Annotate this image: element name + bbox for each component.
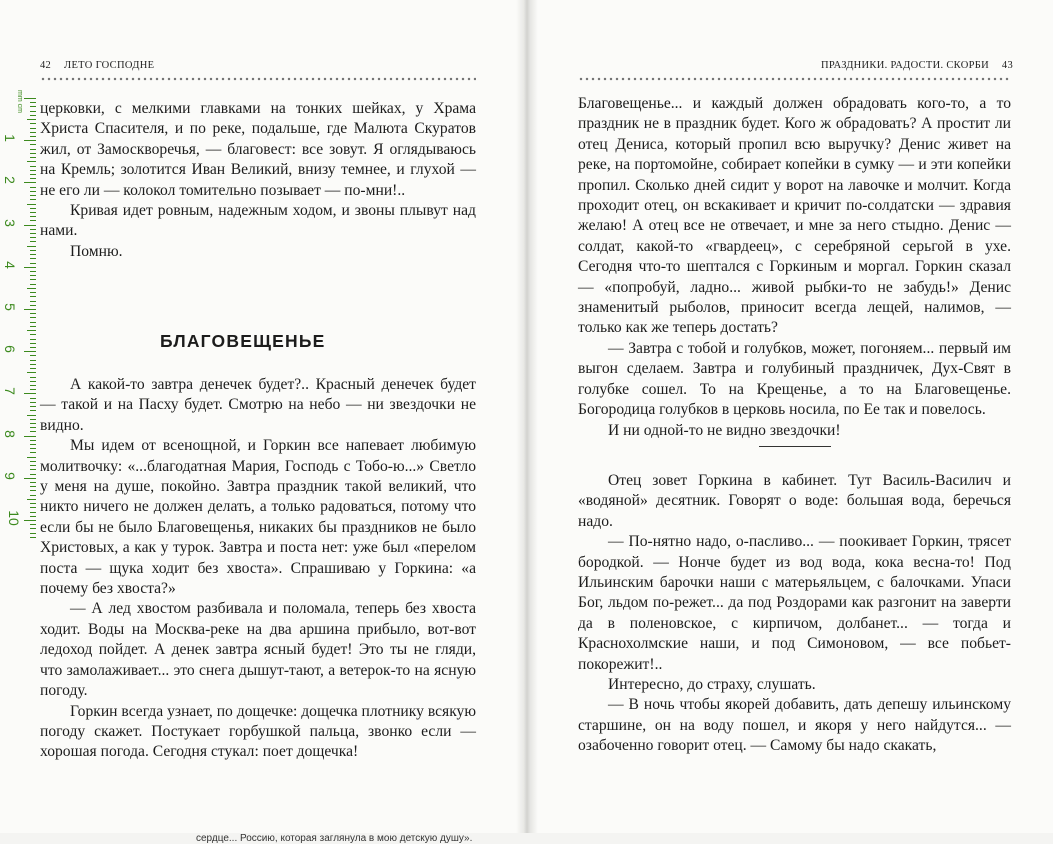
ruler-tick [24,393,36,394]
ruler-number: 8 [1,429,18,438]
ruler-tick [30,364,36,365]
ruler-tick [27,119,36,120]
ruler-tick [30,343,36,344]
right-text-bottom [578,471,1011,757]
left-page [0,0,516,833]
ruler-tick [30,292,36,293]
ruler-number: 6 [1,345,18,354]
ruler-tick [30,419,36,420]
ruler-tick [24,309,36,310]
bottom-strip [0,833,1053,844]
right-page [538,0,1053,833]
paragraph: Горкин всегда узнает, по дощечке: дощечка плотнику всякую погоду скажет. Постукает горбушкой пальца, звонко если — хорошая погода. Сегодня стукал: поет дощечка! [40,702,476,761]
ruler-number: 5 [1,303,18,311]
ruler-tick [27,499,36,500]
ruler-number: 9 [1,471,18,480]
ruler-tick [30,317,36,318]
bottom-strip-text: сердце... Россию, которая заглянула в мою детскую душу». [196,833,473,844]
right-text-top [578,94,1011,441]
ruler-tick [24,267,36,268]
ruler-tick [27,330,36,331]
ruler-tick [30,474,36,475]
section-divider [759,446,831,447]
ruler-tick [30,275,36,276]
ruler-tick [30,402,36,403]
ruler-tick [24,478,36,479]
ruler-tick [30,410,36,411]
ruler-number: 4 [1,260,18,269]
ruler-tick [30,490,36,491]
ruler-tick [24,351,36,352]
paragraph: Отец зовет Горкина в кабинет. Тут Василь-Василич и «водяной» десятник. Говорят о воде: большая вода, беречься надо. [578,472,1011,530]
paragraph: — В ночь чтобы якорей добавить, дать депешу ильинскому старшине, он на воду пошел, и якоря у него найдутся... — озабоченно говорит отец. — Самому бы надо скакать, [578,696,1011,755]
paragraph: Кривая идет ровным, надежным ходом, и звоны плывут над нами. [40,202,476,240]
ruler-tick [30,537,36,538]
ruler-tick [30,149,36,150]
left-running-title: ЛЕТО ГОСПОДНЕ [64,60,155,71]
ruler-tick [30,250,36,251]
ruler-tick [27,288,36,289]
ruler [0,90,36,540]
ruler-tick [30,174,36,175]
ruler-tick [30,195,36,196]
ruler-tick [30,212,36,213]
ruler-tick [24,520,36,521]
ruler-tick [30,233,36,234]
ruler-number: 2 [1,176,18,185]
ruler-tick [27,161,36,162]
ruler-tick [30,216,36,217]
ruler-tick [30,486,36,487]
ruler-tick [27,204,36,205]
ruler-tick [27,415,36,416]
ruler-tick [30,503,36,504]
ruler-tick [30,157,36,158]
ruler-tick [30,284,36,285]
ruler-tick [30,220,36,221]
ruler-tick [30,469,36,470]
ruler-tick [30,170,36,171]
ruler-tick [30,528,36,529]
ruler-tick [30,423,36,424]
ruler-tick [30,279,36,280]
book-gutter [516,0,538,833]
ruler-tick [30,111,36,112]
right-page-header [821,60,1013,71]
ruler-tick [30,482,36,483]
ruler-tick [30,347,36,348]
ruler-tick [30,368,36,369]
left-text-top [40,99,476,262]
ruler-tick [27,372,36,373]
right-page-number: 43 [1001,60,1013,71]
ruler-tick [30,166,36,167]
ruler-tick [30,305,36,306]
ruler-tick [30,191,36,192]
ruler-tick [30,495,36,496]
left-page-number: 42 [40,60,52,71]
ruler-tick [30,271,36,272]
ruler-tick [30,533,36,534]
ruler-tick [30,440,36,441]
ruler-tick [30,123,36,124]
ruler-tick [30,406,36,407]
ruler-tick [30,381,36,382]
ruler-tick [30,132,36,133]
ruler-tick [27,246,36,247]
ruler-tick [30,296,36,297]
ruler-tick [30,178,36,179]
ruler-unit-label: mm cm [15,90,23,113]
left-page-header [40,60,154,71]
ruler-tick [30,128,36,129]
ruler-tick [30,524,36,525]
ruler-tick [30,258,36,259]
ruler-tick [30,241,36,242]
paragraph: А какой-то завтра денечек будет?.. Красный денечек будет — такой и на Пасху будет. Смотрю на небо — ни звездочки не видно. [40,376,476,434]
ruler-tick [30,334,36,335]
ruler-tick [30,301,36,302]
ruler-tick [30,507,36,508]
paragraph: — Завтра с тобой и голубков, может, погоняем... первый им выгон сделаем. Завтра и голубиный праздничек, Дух-Свят в голубке сошел. То на Крещенье, а то на Благовещенье. Богородица голубков в церковь носила, по Ее так и повелось. [578,339,1011,419]
ruler-tick [30,444,36,445]
paragraph: церковки, с мелкими главками на тонких шейках, у Храма Христа Спасителя, и по реке, подальше, где Малюта Скуратов жил, от Замоскворечья, — благовест: все зовут. Я оглядываюсь на Кремль; золотится Иван Великий, внизу темнее, и глухой — не его ли — колокол томительно позывает — по-мни!.. [40,100,476,199]
paragraph: — А лед хвостом разбивала и поломала, теперь без хвоста ходит. Воды на Москва-реке на два аршина прибыло, вот-вот ледоход пойдет. А денек завтра ясный будет! Это ты не гляди, что замолаживает... это снега дышут-тают, а ветерок-то на ясную погоду. [40,600,476,700]
ruler-tick [27,457,36,458]
ruler-tick [30,398,36,399]
ruler-number: 7 [1,387,18,396]
ruler-tick [30,516,36,517]
ruler-number: 3 [1,218,18,227]
ruler-tick [30,465,36,466]
ruler-tick [30,237,36,238]
ruler-tick [30,461,36,462]
ruler-tick [24,225,36,226]
ruler-tick [24,436,36,437]
ruler-tick [30,136,36,137]
ruler-tick [30,448,36,449]
ruler-tick [30,106,36,107]
ruler-tick [30,452,36,453]
paragraph: И ни одной-то не видно звездочки! [608,421,841,439]
ruler-tick [30,322,36,323]
ruler-tick [30,389,36,390]
ruler-tick [30,512,36,513]
ruler-tick [24,98,36,99]
ruler-tick [30,254,36,255]
ruler-tick [30,229,36,230]
ruler-number: 10 [5,510,22,526]
ruler-tick [30,326,36,327]
ruler-tick [30,144,36,145]
ruler-tick [30,377,36,378]
left-header-ornament [40,76,476,82]
ruler-tick [30,355,36,356]
ruler-tick [24,182,36,183]
ruler-tick [30,153,36,154]
right-running-title: ПРАЗДНИКИ. РАДОСТИ. СКОРБИ [820,60,989,71]
ruler-tick [30,385,36,386]
ruler-tick [30,339,36,340]
ruler-tick [30,208,36,209]
ruler-tick [30,115,36,116]
chapter-title: БЛАГОВЕЩЕНЬЕ [160,331,326,351]
ruler-tick [30,360,36,361]
ruler-tick [30,313,36,314]
paragraph: Интересно, до страху, слушать. [608,676,816,694]
ruler-number: 1 [1,134,18,143]
ruler-tick [30,427,36,428]
ruler-tick [24,140,36,141]
ruler-tick [30,187,36,188]
ruler-tick [30,199,36,200]
ruler-tick [30,431,36,432]
paragraph: Помню. [70,242,123,260]
ruler-tick [30,263,36,264]
paragraph: — По-нятно надо, о-пасливо... — поокивает Горкин, трясет бородкой. — Нонче будет из вод вода, кока весна-то! Под Ильинским барочки наши с матерьяльцем, с балочками. Упаси Бог, льдом по-режет... да под Роздорами как разгонит на заверти да в поленовское, с кирпичом, долбанет... — тогда и Краснохолмские наши, и под Симоновом, — все побьет-покорежит!.. [578,533,1011,673]
paragraph: Мы идем от всенощной, и Горкин все напевает любимую молитвочку: «...благодатная Мария, Господь с Тобо-ю...» Светло у меня на душе, покойно. Завтра праздник такой великий, что никто ничего не должен делать, а только радоваться, потому что если бы не было Благовещенья, никаких бы праздников не было Христовых, а как у турок. Завтра и поста нет: уже был «перелом поста — щука ходит без хвоста». Спрашиваю у Горкина: «а почему без хвоста?» [40,437,476,598]
right-header-ornament [578,76,1011,82]
paragraph: Благовещенье... и каждый должен обрадовать кого-то, а то праздник не в праздник будет. Кого ж обрадовать? А простит ли отец Дениса, который пропил всю выручку? Денис живет на реке, на портомойне, собирает копейки в сумку — и эти копейки пропил. Сколько дней сидит у ворот на лавочке и молчит. Когда проходит отец, он вскакивает и кричит по-солдатски — здравия желаю! А отец все не отвечает, и мне за него стыдно. Денис — солдат, какой-то «гвардеец», с серебряной серьгой в ухе. Сегодня что-то шептался с Горкиным и моргал. Горкин сказал — «попробуй, ладно... живой рыбки-то не забудь!» Денис знаменитый рыболов, приносит всегда лещей, налимов, — только как же теперь достать? [578,95,1011,337]
ruler-tick [30,102,36,103]
left-text-bottom [40,375,476,763]
